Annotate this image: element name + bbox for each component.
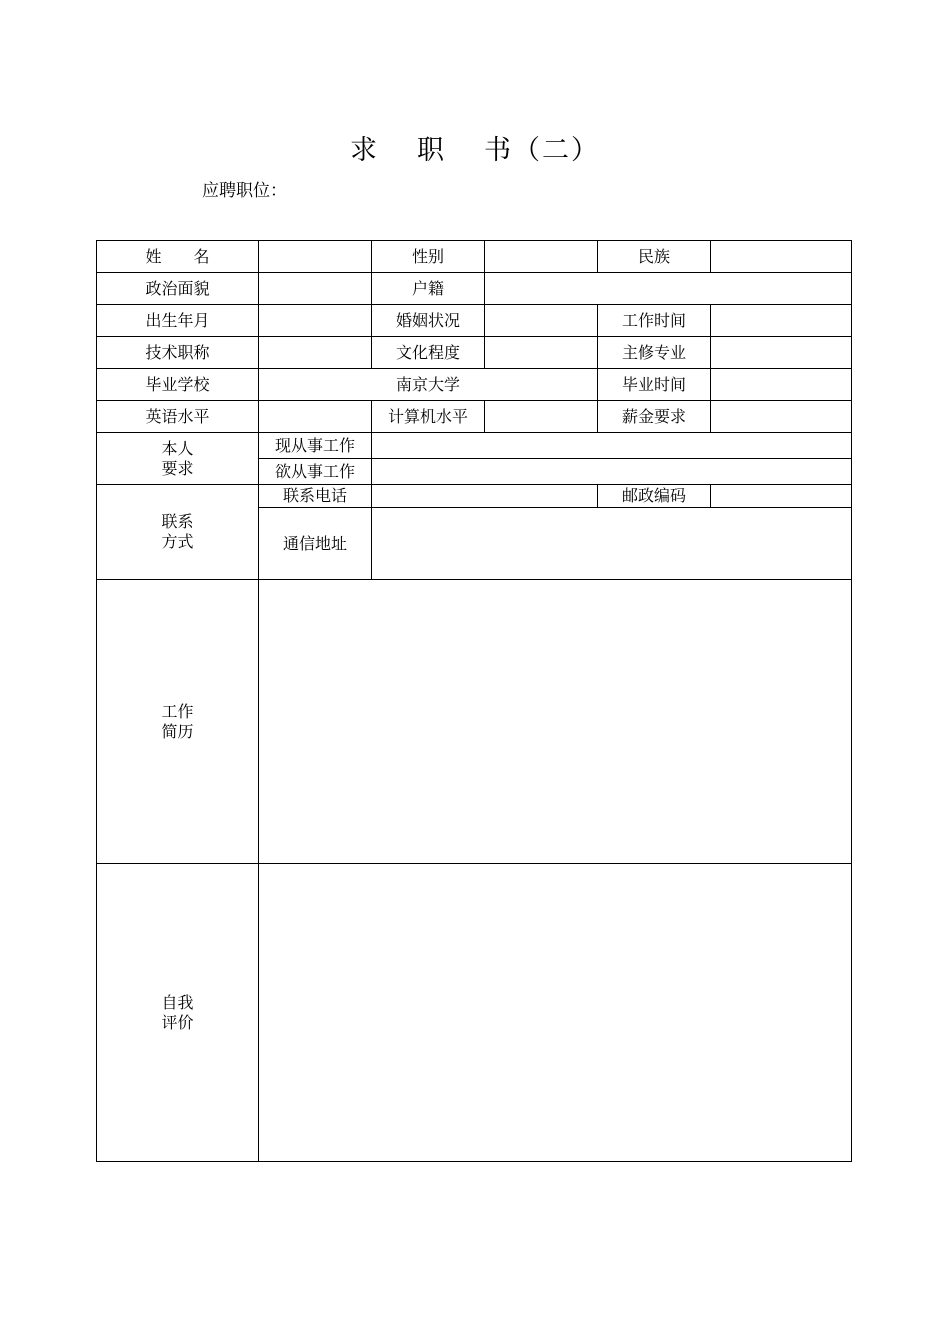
computer-level-label: 计算机水平 bbox=[372, 401, 485, 433]
current-work-field[interactable] bbox=[372, 433, 852, 459]
graduate-school-value[interactable]: 南京大学 bbox=[259, 369, 598, 401]
graduate-school-label: 毕业学校 bbox=[97, 369, 259, 401]
address-label: 通信地址 bbox=[259, 508, 372, 580]
computer-level-field[interactable] bbox=[485, 401, 598, 433]
household-registration-label: 户籍 bbox=[372, 273, 485, 305]
education-level-label: 文化程度 bbox=[372, 337, 485, 369]
marital-status-label: 婚姻状况 bbox=[372, 305, 485, 337]
professional-title-field[interactable] bbox=[259, 337, 372, 369]
household-registration-field[interactable] bbox=[485, 273, 852, 305]
gender-label: 性别 bbox=[372, 241, 485, 273]
form-title: 求 职 书（二） bbox=[350, 135, 600, 166]
gender-field[interactable] bbox=[485, 241, 598, 273]
salary-expectation-field[interactable] bbox=[711, 401, 852, 433]
form-row-title bbox=[97, 337, 852, 369]
graduation-time-field[interactable] bbox=[711, 369, 852, 401]
political-status-label: 政治面貌 bbox=[97, 273, 259, 305]
self-evaluation-field[interactable] bbox=[259, 864, 852, 1162]
application-form-table bbox=[96, 240, 852, 1162]
work-start-time-label: 工作时间 bbox=[598, 305, 711, 337]
self-evaluation-label: 自我 评价 bbox=[97, 864, 259, 1162]
ethnicity-field[interactable] bbox=[711, 241, 852, 273]
work-history-label: 工作 简历 bbox=[97, 580, 259, 864]
major-field[interactable] bbox=[711, 337, 852, 369]
graduation-time-label: 毕业时间 bbox=[598, 369, 711, 401]
contact-label: 联系 方式 bbox=[97, 485, 259, 580]
address-field[interactable] bbox=[372, 508, 852, 580]
name-label: 姓 名 bbox=[97, 241, 259, 273]
personal-requirements-label: 本人 要求 bbox=[97, 433, 259, 485]
english-level-field[interactable] bbox=[259, 401, 372, 433]
major-label: 主修专业 bbox=[598, 337, 711, 369]
education-level-field[interactable] bbox=[485, 337, 598, 369]
desired-work-field[interactable] bbox=[372, 459, 852, 485]
form-row-name bbox=[97, 241, 852, 273]
phone-label: 联系电话 bbox=[259, 485, 372, 508]
form-row-political bbox=[97, 273, 852, 305]
form-row-school bbox=[97, 369, 852, 401]
form-row-birth bbox=[97, 305, 852, 337]
postal-code-field[interactable] bbox=[711, 485, 852, 508]
salary-expectation-label: 薪金要求 bbox=[598, 401, 711, 433]
marital-status-field[interactable] bbox=[485, 305, 598, 337]
phone-field[interactable] bbox=[372, 485, 598, 508]
professional-title-label: 技术职称 bbox=[97, 337, 259, 369]
english-level-label: 英语水平 bbox=[97, 401, 259, 433]
form-row-skills bbox=[97, 401, 852, 433]
form-row-phone bbox=[97, 485, 852, 508]
work-start-time-field[interactable] bbox=[711, 305, 852, 337]
postal-code-label: 邮政编码 bbox=[598, 485, 711, 508]
desired-work-label: 欲从事工作 bbox=[259, 459, 372, 485]
current-work-label: 现从事工作 bbox=[259, 433, 372, 459]
birth-date-field[interactable] bbox=[259, 305, 372, 337]
form-row-self-evaluation bbox=[97, 864, 852, 1162]
birth-date-label: 出生年月 bbox=[97, 305, 259, 337]
political-status-field[interactable] bbox=[259, 273, 372, 305]
applied-position-label: 应聘职位： bbox=[202, 181, 287, 201]
form-row-current-work bbox=[97, 433, 852, 459]
ethnicity-label: 民族 bbox=[598, 241, 711, 273]
form-row-work-history bbox=[97, 580, 852, 864]
work-history-field[interactable] bbox=[259, 580, 852, 864]
name-field[interactable] bbox=[259, 241, 372, 273]
